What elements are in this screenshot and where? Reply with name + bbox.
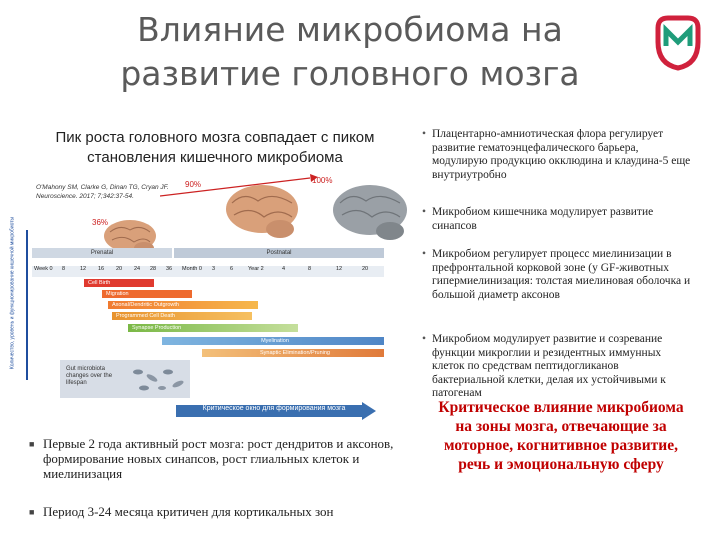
right-bullet-item — [422, 333, 694, 401]
university-logo — [652, 12, 704, 72]
development-timeline — [32, 248, 384, 376]
conclusion-text: Критическое влияние микробиома на зоны мозга, отвечающие за моторное, когнитивное развитие, речь и эмоциональную сферу — [438, 399, 684, 473]
tick-label: Year 2 — [248, 266, 264, 272]
tick-label: 24 — [134, 266, 141, 272]
bar-myelination: Myelination — [162, 337, 384, 345]
y-axis-label: Количество, уровень и функционирование кишечной микробиоты — [9, 216, 16, 370]
tick-label: 6 — [230, 266, 234, 272]
tick-label: 4 — [282, 266, 286, 272]
bar-migration: Migration — [102, 290, 192, 298]
tick-label: 12 — [80, 266, 87, 272]
percent-label: 100% — [312, 176, 333, 185]
bar-cell-death: Programmed Cell Death — [112, 312, 252, 320]
y-axis-line — [26, 230, 28, 380]
right-bullet-text: Микробиом кишечника модулирует развитие синапсов — [432, 206, 654, 232]
right-bullet-text: Микробиом модулирует развитие и созревание функции микроглии и резидентных иммунных клеток по средствам пептидогликанов бактериальной клетки, делая их устойчивыми к патогенам — [432, 333, 666, 399]
bullet-square-icon: ■ — [29, 507, 35, 517]
left-bullet-item — [29, 436, 413, 481]
left-bullet-item — [29, 504, 413, 519]
citation: O'Mahony SM, Clarke G, Dinan TG, Cryan JF. Neuroscience. 2017; 7;342:37-54. — [36, 184, 169, 200]
percent-label: 90% — [185, 180, 202, 189]
phase-postnatal: Postnatal — [174, 248, 384, 258]
bullet-dot-icon: • — [422, 333, 427, 345]
bar-pruning: Synaptic Elimination/Pruning — [202, 349, 384, 357]
right-bullet-item — [422, 248, 694, 302]
right-bullet-item — [422, 206, 694, 233]
microbes-image — [130, 364, 186, 394]
bar-outgrowth: Axonal/Dendritic Outgrowth — [108, 301, 258, 309]
tick-label: 8 — [308, 266, 312, 272]
right-bullet-text: Микробиом регулирует процесс миелинизации в префронтальной корковой зоне (у GF-животных гипермиелинизация: толстая миелиновая оболочка и большой диаметр аксонов — [432, 248, 691, 301]
tick-label: 8 — [62, 266, 66, 272]
brain-child-image — [222, 183, 302, 243]
slide-title: Влияние микробиома на развитие головного мозга — [120, 10, 580, 93]
bar-cell-birth: Cell Birth — [84, 279, 154, 287]
right-bullet-text: Плацентарно-амниотическая флора регулирует развитие гематоэнцефалического барьера, модулирую продукцию окклюдина и клаудина-5 еще внутриутробно — [432, 128, 691, 181]
tick-label: 28 — [150, 266, 157, 272]
timeline-ticks — [32, 266, 384, 277]
gut-microbiota-label: Gut microbiota changes over the lifespan — [66, 366, 113, 386]
percent-label: 36% — [92, 218, 109, 227]
subheading: Пик роста головного мозга совпадает с пиком становления кишечного микробиома — [55, 129, 375, 166]
tick-label: 3 — [212, 266, 216, 272]
bullet-dot-icon: • — [422, 248, 427, 260]
tick-label: 20 — [362, 266, 369, 272]
tick-label: Month 0 — [182, 266, 202, 272]
tick-label: 16 — [98, 266, 105, 272]
left-bullet-text: Первые 2 года активный рост мозга: рост дендритов и аксонов, формирование новых синапсов, рост глиальных клеток и миелинизация — [43, 436, 394, 481]
phase-prenatal: Prenatal — [32, 248, 172, 258]
brain-adult-image — [330, 183, 410, 245]
left-bullet-text: Период 3-24 месяца критичен для кортикальных зон — [43, 504, 334, 519]
tick-label: 36 — [166, 266, 173, 272]
tick-label: 12 — [336, 266, 343, 272]
bullet-dot-icon: • — [422, 128, 427, 140]
bullet-square-icon: ■ — [29, 439, 35, 449]
critical-window-label: Критическое окно для формирования мозга — [202, 405, 346, 412]
tick-label: 20 — [116, 266, 123, 272]
right-bullet-item — [422, 128, 694, 182]
bullet-dot-icon: • — [422, 206, 427, 218]
bar-synapse-production: Synapse Production — [128, 324, 298, 332]
tick-label: Week 0 — [34, 266, 53, 272]
